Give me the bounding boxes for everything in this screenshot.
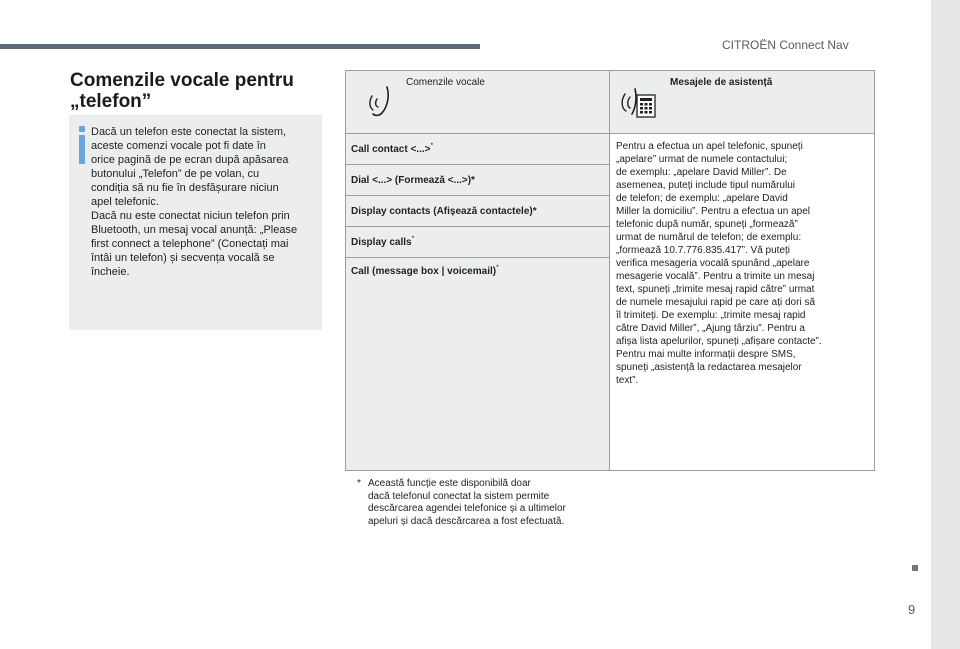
voice-command-icon <box>368 83 398 119</box>
voice-commands-table <box>345 70 875 471</box>
footnote-text: Această funcție este disponibilă doar dacă telefonul conectat la sistem permite descărcarea agendei telefonice și a ultimelor apeluri și dacă descărcarea a fost efectuată. <box>368 478 566 527</box>
info-box <box>69 115 322 330</box>
command-footnote-mark: * <box>411 235 415 243</box>
header-rule <box>0 44 480 49</box>
assistance-text: Pentru a efectua un apel telefonic, spuneți „apelare” urmat de numele contactului; de exemplu: „apelare David Miller”. De asemenea, puteți include tipul numărului de telefon; de exemplu: „apelare David Miller la domiciliu”. Pentru a efectua un apel telefonic după număr, spuneți „formează” urmat de numărul de telefon; de exemplu: „formează 10.7.776.835.417”. Vă puteți verifica mesageria vocală spunând „apelare mesagerie vocală”. Pentru a trimite un mesaj text, spuneți „trimite mesaj rapid către” urmat de numele mesajului rapid pe care ați dori să îl trimiteți. De exemplu: „trimite mesaj rapid către David Miller”, „Ajung târziu”. Pentru a afișa lista apelurilor, spuneți „afișare contacte”. Pentru mai multe informații despre SMS, spuneți „asistență la redactarea mesajelor text”. <box>616 141 822 386</box>
voice-keypad-icon <box>620 83 658 119</box>
footnote <box>357 478 617 528</box>
brand-label: CITROËN Connect Nav <box>722 38 849 52</box>
command-cell <box>346 196 610 227</box>
page-number: 9 <box>908 602 916 617</box>
command-cell <box>346 258 610 471</box>
command-text: Display calls <box>351 236 412 248</box>
footnote-mark: * <box>357 478 361 489</box>
page-edge-strip <box>931 0 960 649</box>
page-marker <box>912 565 918 571</box>
table-header-assistance <box>610 71 875 134</box>
command-footnote-mark: * <box>496 264 499 272</box>
command-text: Dial <...> (Formează <...>)* <box>351 174 475 186</box>
info-paragraph-1: Dacă un telefon este conectat la sistem, aceste comenzi vocale pot fi date în orice pagină de pe ecran după apăsarea butonului „Telefon” de pe volan, cu condiția să nu fie în desfășurare niciun apel telefonic. <box>91 126 289 208</box>
info-icon <box>78 126 86 164</box>
info-text <box>91 125 317 279</box>
assistance-cell <box>610 134 875 471</box>
info-paragraph-2: Dacă nu este conectat niciun telefon prin Bluetooth, un mesaj vocal anunță: „Please first connect a telephone” (Conectați mai întâi un telefon) și secvența vocală se încheie. <box>91 210 298 278</box>
table-header-commands <box>346 71 610 134</box>
col-header-assistance: Mesajele de asistență <box>670 77 773 88</box>
command-cell <box>346 227 610 258</box>
command-footnote-mark: * <box>430 142 434 150</box>
col-header-commands: Comenzile vocale <box>406 77 485 88</box>
command-text: Display contacts (Afișează contactele)* <box>351 205 537 217</box>
command-text: Call (message box | voicemail) <box>351 266 497 277</box>
command-cell <box>346 134 610 165</box>
section-title: Comenzile vocale pentru „telefon” <box>70 70 294 112</box>
command-text: Call contact <...> <box>351 143 431 155</box>
command-cell <box>346 165 610 196</box>
